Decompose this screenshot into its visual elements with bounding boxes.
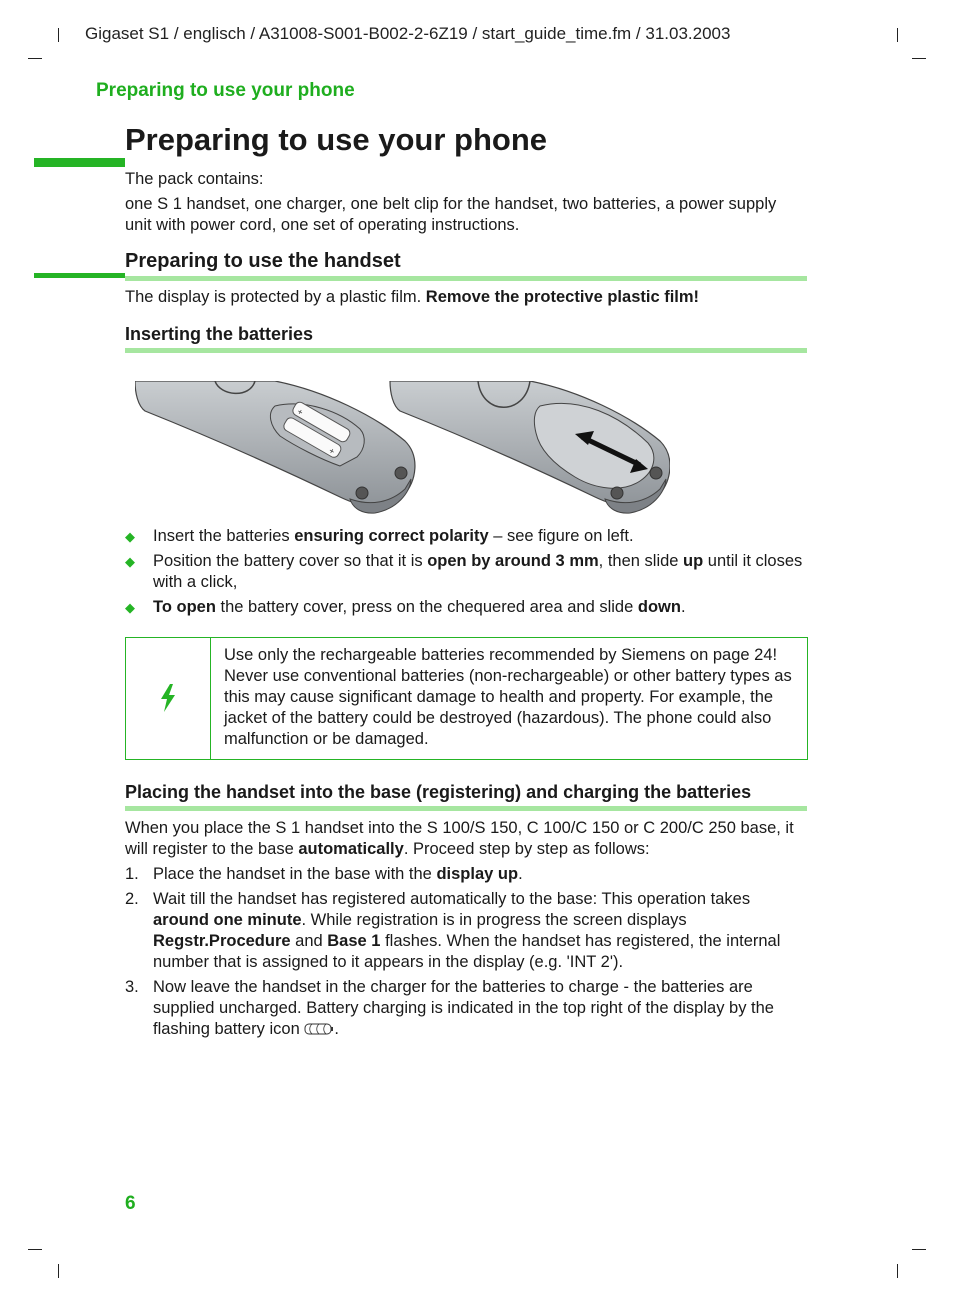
pack-intro: The pack contains: — [125, 170, 264, 188]
svg-text:+: + — [295, 406, 305, 418]
diamond-bullet-icon: ◆ — [125, 554, 135, 569]
handset-open-figure — [135, 381, 415, 513]
list-item: ◆ Insert the batteries ensuring correct polarity – see figure on left. — [125, 527, 634, 545]
crop-mark — [912, 58, 926, 59]
list-item: 2. Wait till the handset has registered automatically to the base: This operation takes around one minute. While registration is in progress the screen displays Regstr.Procedure and Base 1 flashes. When the handset has registered, the internal number that is assigned to it appears in the display (e.g. 'INT 2'). — [125, 890, 781, 971]
subsection-heading-batteries: Inserting the batteries — [125, 324, 314, 344]
battery-insertion-illustration — [135, 381, 670, 521]
base-intro: When you place the S 1 handset into the S 100/S 150, C 100/C 150 or C 200/C 250 base, it will register to the base automatically. Proceed step by step as follows: — [125, 819, 794, 858]
section-marker-bar — [34, 273, 125, 278]
section-heading-handset: Preparing to use the handset — [125, 250, 401, 272]
battery-icon — [304, 1023, 334, 1035]
battery-instructions-list — [125, 526, 807, 622]
crop-mark — [897, 1264, 898, 1278]
subsection-rule — [125, 348, 807, 353]
diamond-bullet-icon: ◆ — [125, 529, 135, 544]
title-marker-bar — [34, 158, 125, 167]
svg-text:+: + — [327, 445, 337, 457]
subsection-heading-base: Placing the handset into the base (registering) and charging the batteries — [125, 782, 752, 802]
subsection-rule — [125, 806, 807, 811]
warning-box — [125, 637, 808, 760]
list-item: ◆ Position the battery cover so that it is open by around 3 mm, then slide up until it closes with a click, — [125, 552, 803, 591]
crop-mark — [28, 1249, 42, 1250]
film-instruction: The display is protected by a plastic film. Remove the protective plastic film! — [125, 288, 700, 306]
registration-steps-list — [125, 864, 807, 1044]
file-info-header: Gigaset S1 / englisch / A31008-S001-B002-2-6Z19 / start_guide_time.fm / 31.03.2003 — [85, 24, 731, 43]
crop-mark — [58, 28, 59, 42]
handset-cover-figure — [390, 381, 670, 513]
list-item: ◆ To open the battery cover, press on the chequered area and slide down. — [125, 598, 686, 616]
running-head: Preparing to use your phone — [96, 80, 355, 101]
pack-contents: one S 1 handset, one charger, one belt clip for the handset, two batteries, a power supply unit with power cord, one set of operating instructions. — [125, 195, 777, 234]
section-rule — [125, 276, 807, 281]
crop-mark — [58, 1264, 59, 1278]
warning-text: Use only the rechargeable batteries recommended by Siemens on page 24! Never use conventional batteries (non-rechargeable) or other battery types as this may cause significant damage to health and property. For example, the jacket of the battery could be destroyed (hazardous). The phone could also malfunction or be damaged. — [224, 646, 792, 748]
list-item: 1. Place the handset in the base with the display up. — [125, 865, 523, 883]
crop-mark — [912, 1249, 926, 1250]
crop-mark — [897, 28, 898, 42]
crop-mark — [28, 58, 42, 59]
lightning-warning-icon — [158, 684, 178, 712]
list-item: 3. Now leave the handset in the charger for the batteries to charge - the batteries are supplied uncharged. Battery charging is indicated in the top right of the display by the flashing battery icon . — [125, 978, 774, 1038]
diamond-bullet-icon: ◆ — [125, 600, 135, 615]
page-title: Preparing to use your phone — [125, 122, 547, 157]
page-number: 6 — [125, 1193, 136, 1214]
warning-divider — [210, 638, 211, 759]
